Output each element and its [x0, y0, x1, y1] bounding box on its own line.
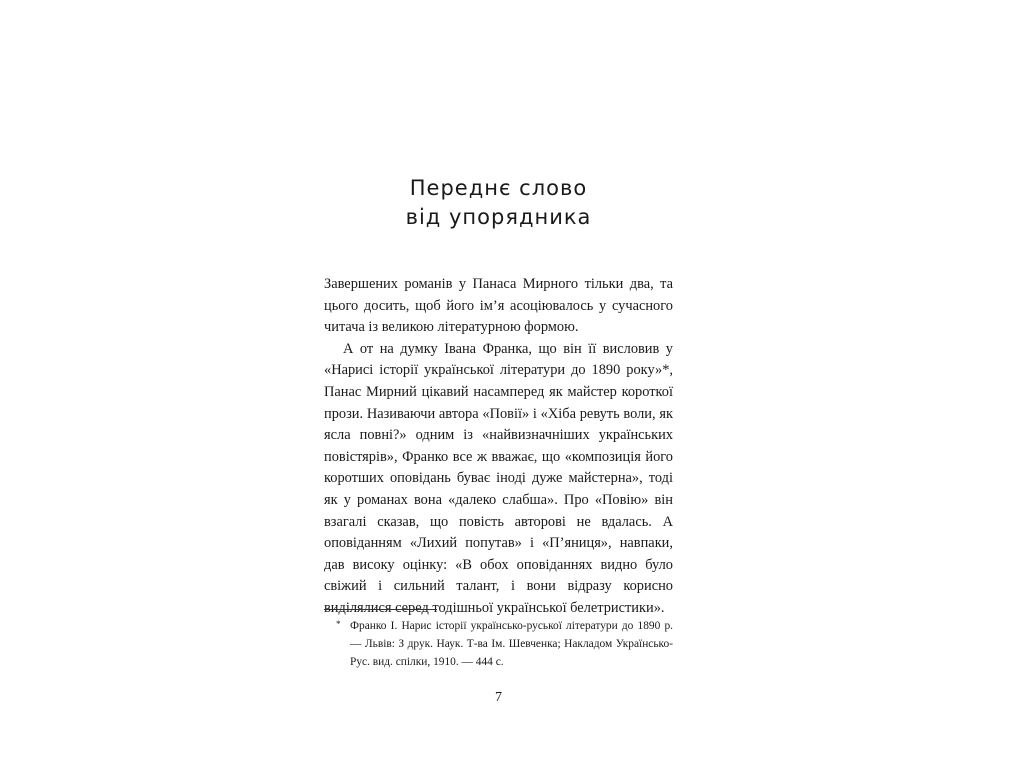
page-number: 7 [495, 690, 502, 705]
footnote-text: Франко І. Нарис історії українсько-руської літератури до 1890 р. — Львів: З друк. Наук. Т-ва Ім. Шевченка; Накладом Українсько-Рус. вид. спілки, 1910. — 444 с. [350, 620, 673, 668]
chapter-heading-line-1: Переднє слово [409, 176, 588, 200]
footnote-mark: * [336, 619, 341, 629]
paragraph-1: Завершених романів у Панаса Мирного тільки два, та цього досить, щоб його ім’я асоціювалось у сучасного читача із великою літературною формою. [324, 276, 673, 336]
chapter-heading [324, 174, 673, 232]
footnote-rule [324, 609, 437, 610]
body-text [324, 274, 673, 620]
paragraph-2: А от на думку Івана Франка, що він її висловив у «Нарисі історії української літератури до 1890 року»*, Панас Мирний цікавий насамперед як майстер короткої прози. Називаючи автора «Повії» і «Хіба ревуть воли, як ясла повні?» одним із «найвизначніших українських повістярів», Франко все ж вважає, що «композиція його коротших оповідань буває іноді дуже майстерна», тоді як у романах вона «далеко слабша». Про «Повію» він взагалі сказав, що повість авторові не вдалась. А оповіданням «Лихий попутав» і «П’яниця», навпаки, дав високу оцінку: «В обох оповіданнях видно було свіжий і сильний талант, і вони відразу корисно виділялися серед тодішньої української белетристики». [324, 340, 673, 616]
chapter-heading-line-2: від упорядника [405, 205, 592, 229]
footnote [324, 617, 673, 671]
